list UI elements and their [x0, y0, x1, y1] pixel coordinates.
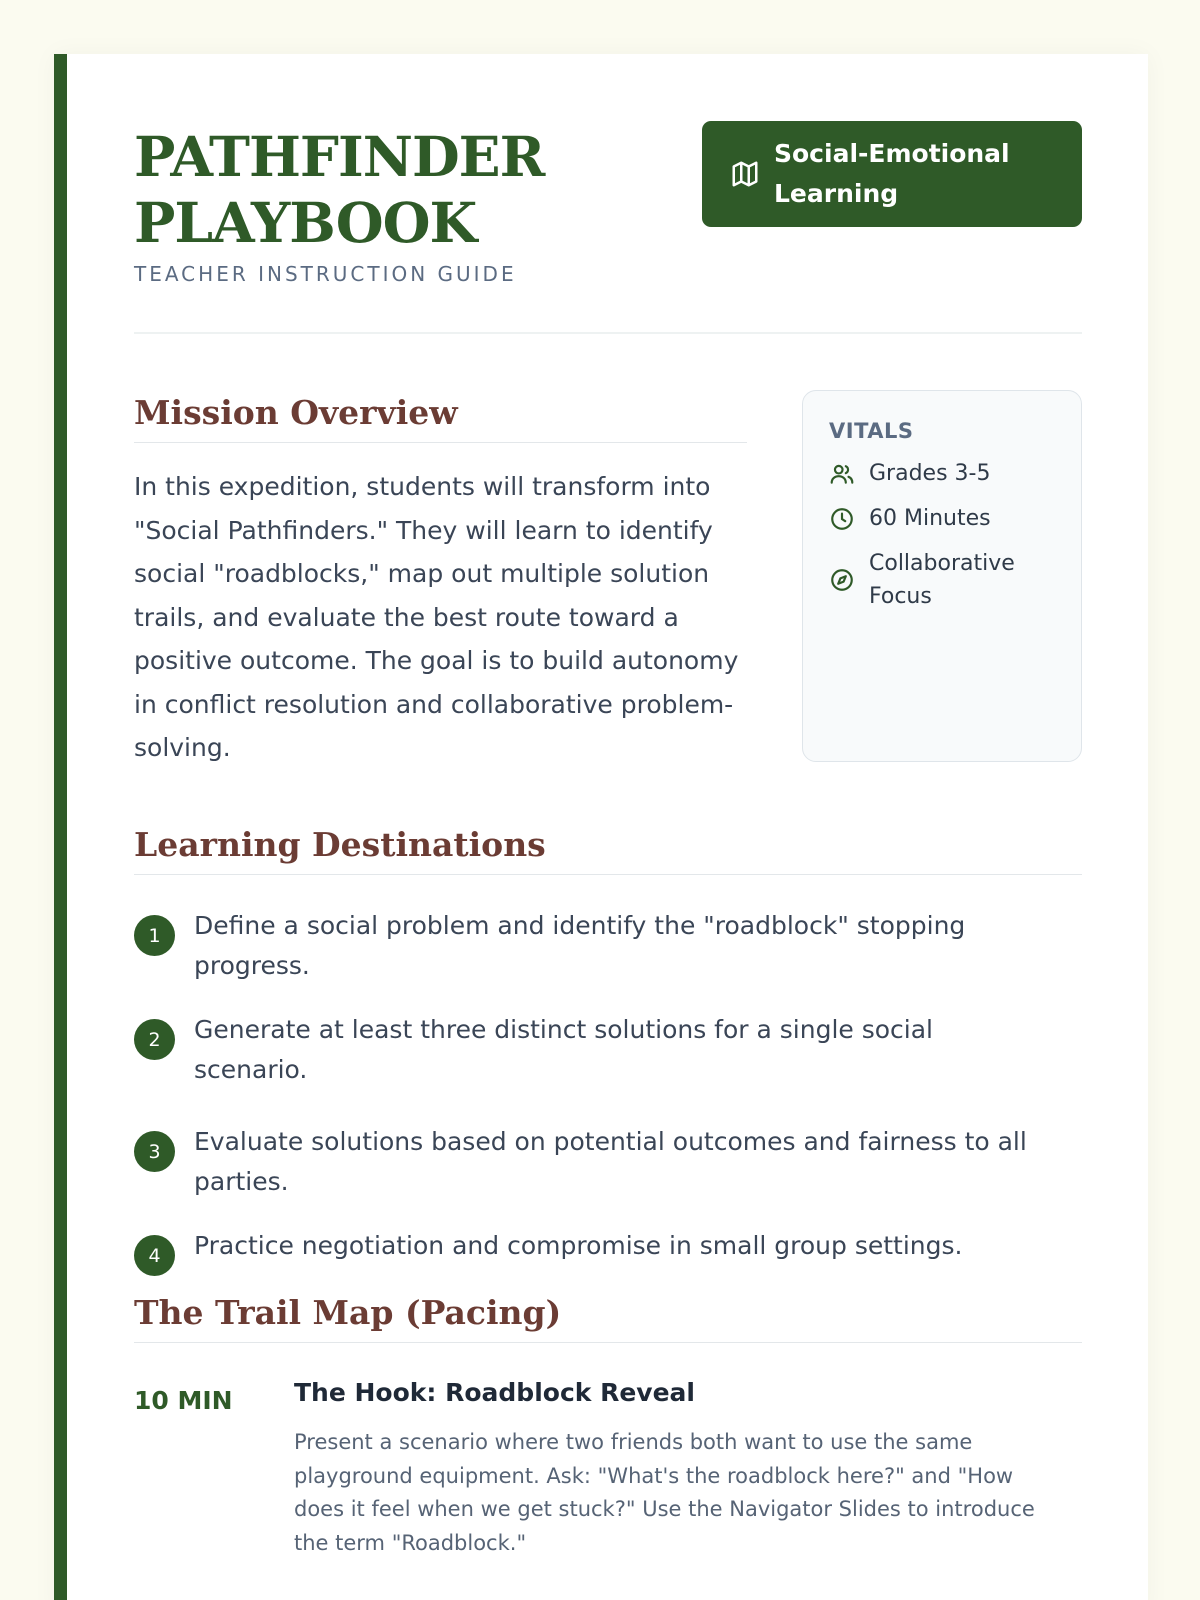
vitals-item-duration	[829, 502, 1055, 535]
list-item	[134, 1010, 1082, 1090]
page-title: PATHFINDER PLAYBOOK	[134, 124, 545, 255]
vitals-item-label: Collaborative Focus	[869, 551, 1015, 609]
step-description: Present a scenario where two friends both want to use the same playground equipment. Ask: "What's the roadblock here?" and "How does it feel when we get stuck?" Use the Navigator Slides to introduce the term "Roadblock."	[294, 1430, 1035, 1555]
header-divider	[134, 332, 1082, 334]
step-number-badge: 2	[134, 1019, 175, 1060]
subject-badge-label: Social-Emotional Learning	[774, 139, 1010, 208]
compass-icon	[829, 567, 855, 593]
page-subtitle: TEACHER INSTRUCTION GUIDE	[134, 262, 517, 286]
vitals-item-label: 60 Minutes	[869, 506, 991, 531]
mission-heading: Mission Overview	[134, 393, 747, 443]
vitals-panel	[802, 390, 1082, 762]
step-number-badge: 4	[134, 1235, 175, 1276]
destination-text: Practice negotiation and compromise in small group settings.	[194, 1231, 963, 1260]
destinations-heading: Learning Destinations	[134, 825, 1082, 875]
step-number-badge: 1	[134, 915, 175, 956]
vitals-heading: VITALS	[829, 419, 914, 443]
users-icon	[829, 461, 855, 487]
destination-text: Evaluate solutions based on potential outcomes and fairness to all parties.	[194, 1127, 1027, 1196]
clock-icon	[829, 506, 855, 532]
destination-text: Define a social problem and identify the "roadblock" stopping progress.	[194, 911, 966, 980]
step-title: The Hook: Roadblock Reveal	[294, 1378, 695, 1407]
list-item	[134, 1122, 1082, 1202]
list-item	[134, 1226, 1082, 1276]
destinations-list	[134, 906, 1082, 1276]
destination-text: Generate at least three distinct solutions for a single social scenario.	[194, 1015, 934, 1084]
vitals-item-focus	[829, 547, 1055, 613]
vitals-item-label: Grades 3-5	[869, 461, 991, 486]
subject-badge	[702, 121, 1082, 227]
vitals-item-grades	[829, 457, 1055, 490]
guide-card	[54, 54, 1148, 1600]
trail-map-heading: The Trail Map (Pacing)	[134, 1293, 1082, 1343]
list-item	[134, 906, 1082, 986]
step-time: 10 MIN	[134, 1386, 233, 1415]
mission-body: In this expedition, students will transform into "Social Pathfinders." They will learn to identify social "roadblocks," map out multiple solution trails, and evaluate the best route toward a positive outcome. The goal is to build autonomy in conflict resolution and collaborative problem-solving.	[134, 472, 739, 762]
step-number-badge: 3	[134, 1131, 175, 1172]
map-icon	[730, 159, 760, 189]
